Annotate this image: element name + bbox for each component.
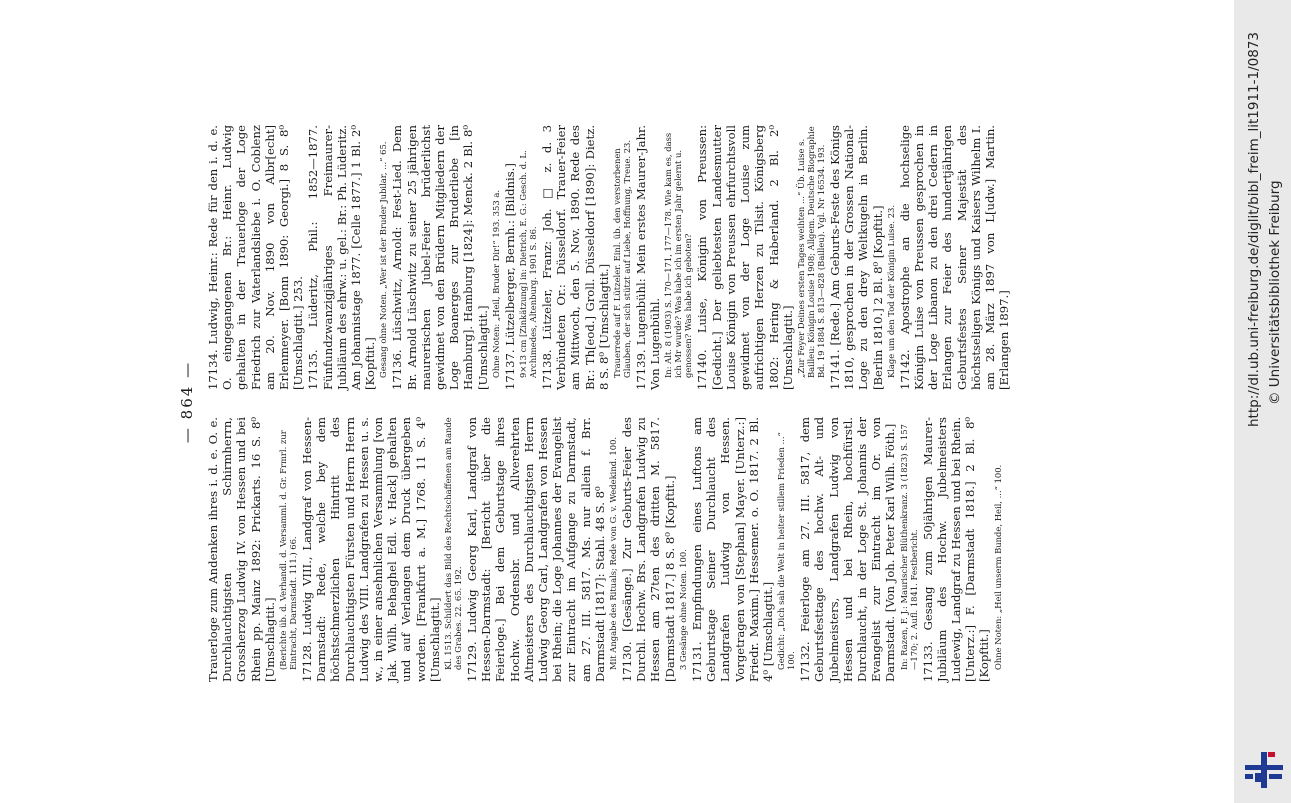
entry-text: 17138. Lützeler, Franz: Joh. □ z. d. 3 Verbündeten Or.: Düsseldorf. Trauer-Feier am Mittwoch, den 5. Nov. 1890. Rede des Br.: Th[eod.] Groll. Düsseldorf [1890]: Dietz. 8 S. 8⁰ [Umschlagtit.] [540,125,611,390]
entry-note: Mit Angabe des Rituals; Rede von G. v. Wedekind. 100. [608,436,619,670]
entry-text: 17132. Feierloge am 27. III. 5817, dem Geburtsfesttage des hochw. Alt- und Jubelmeisters, Landgrafen Ludwig von Hessen und bei Rhein, hochfürstl. Durchlaucht, in der Loge St. Johannis der Evangelist zur Eintracht im Or. von Darmstadt. [Von Joh. Peter Karl Wilh. Föth.] [798,417,898,682]
entry-17133 [921,417,992,682]
entry-17140 [695,125,794,390]
entry-text: 17141. [Rede.] Am Geburts-Feste des Königs 1810, gesprochen in der Grossen National-Loge zu den drey Weltkugeln in Berlin. [Berlin 1810.] 2 Bl. 8⁰ [Kopftit.] [827,125,885,390]
entry-17132 [798,417,897,682]
page-rotated [178,122,1178,682]
entry-note: In: Alt. 8 (1903) S. 170—171, 177—178. Wie kam es, dass ich Mr wurde? Was habe ich im ersten Jahr gelernt u. genossen? Was habe ich geboten? [663,132,694,378]
entry-17130 [620,417,677,682]
logo-bar-left [1255,773,1261,782]
column-right [206,125,1012,390]
entry-note: (Berichte üb. d. Verhandl. d. Versamml. d. Gr. Frmrl. zur Eintracht, Darmstadt. 111.) 66. [278,430,299,670]
entry-text: 17135. Lüderitz, Phil.: 1852—1877. Fünfundzwanzigjähriges Freimaurer-Jubiläum des ehrw.: u. gel.: Br.: Ph. Lüderitz. Am Johannistage 1877. [Celle 1877.] 1 Bl. 2⁰ [Kopftit.] [306,125,378,390]
entry-text: 17139. Lugenbühl: Mein erstes Maurer-Jahr. Von Lugenbühl. [634,125,663,390]
entry-text: 17128. Ludwig VIII., Landgraf von Hessen-Darmstadt: Rede, welche bey dem höchstschmerzlichen Hintritt des Durchlauchtigsten Fürsten und Herrn Herrn Ludwig des VIII. Landgrafen zu Hessen u. s. w., in einer ansehnlichen Versammlung [von Jak. Wilh. Behaghel Edl. v. Hack] gehalten und auf Verlangen dem Druck übergeben worden. [Frankfurt a. M.] 1768. 11 S. 4⁰ [Umschlagtit.] [300,417,442,682]
page-number: — 864 — [178,360,196,444]
entry-17142 [898,125,1012,390]
entry-note: Kl. 1513. Schildert das Bild des Rechtschaffenen am Rande des Grabes. 22. 65. 192. [443,417,464,670]
sidebar-text [1236,5,1286,785]
entry-text: 17133. Gesang zum 50jährigen Maurer-Jubiläum des Hochw. Jubelmeisters Ludewig, Landgraf zu Hessen und bei Rhein. [Unterz.:] F. [Darmstadt 1818.] 2 Bl. 8⁰ [Kopftit.] [920,416,992,682]
entry-note: Ohne Noten: „Heil, Bruder Dir!“ 193. 353 a. [490,190,501,378]
entry-17141 [828,125,885,390]
ub-freiburg-logo-icon [1242,748,1286,790]
entry-text: 17142. Apostrophe an die hochselige Königin Luise von Preussen gesprochen in der Loge Libanon zu den drei Cedern in Erlangen zur Feier des hundertjährigen Geburtsfestes Seiner Majestät des höchstseligen Königs und Kaisers Wilhelm I. am 28. März 1897 von L[udw.] Martin. [Erlangen 1897.] [897,125,1012,390]
entry-text: 17129. Ludwig Georg Karl, Landgraf von Hessen-Darmstadt: [Bericht über die Feierloge.] Bei dem Geburtstage ihres Hochw. Ordensbr. und Allverehrten Altmeisters des Durchlauchtigsten Herrn Ludwig Georg Carl, Landgrafen von Hessen bei Rhein; die Loge Johannes der Evangelist zur Eintracht im Aufgange zu Darmstadt, am 27. III. 5817. Ms. nur allein f. Brr. Darmstadt [1817]: Stahl. 48 S. 8⁰ [465,417,607,682]
entry-note: Gesang ohne Noten. „Wer ist der Bruder Jubilar, ...“ 65. [378,141,389,378]
entry-note: Ohne Noten: „Heil unserm Bunde, Heil, ...“ 100. [992,464,1003,670]
entry-note: 3 Gesänge ohne Noten. 100. [677,549,688,670]
entry-text: Trauerloge zum Andenken ihres i. d. e. O. e. Durchlauchtigsten Schirmherrn, Grossherzog Ludwig IV. von Hessen und bei Rhein pp. Mainz 1892: Prickarts. 16 S. 8⁰ [Umschlagtit.] [206,417,277,682]
column-left [206,417,1005,682]
entry-note: Klage um den Tod der Königin Luise. 23. [885,204,896,378]
entry-note: Trauerrede auf F. Lützeler. Einl. üb. den verstorbenen Glauben, der sich stützt auf Liebe, Hoffnung, Treue. 23. [612,139,633,378]
entry-17139 [634,125,662,390]
entry-note: „Zur Feyer Deines ersten Tages weihten ...“ Üb. Luise s. Bailleu: Königin Louise 1908; Allgem. Deutsche Biographie Bd. 19 1884 S. 813—828 (Bailleu). Vgl. Nr 16534. 193. [795,126,826,378]
entry-text: 17136. Lüschwitz, Arnold: Fest-Lied. Dem Br. Arnold Lüschwitz zu seiner 25 jährigen maurerischen Jubel-Feier brüderlichst gewidmet von den Brüdern Mitgliedern der Loge Boanerges zur Bruderliebe [in Hamburg]. Hamburg [1824]: Menck. 2 Bl. 8⁰ [Umschlagtit.] [390,125,490,390]
entry-text: 17134. Ludwig, Heinr.: Rede für den i. d. e. O. eingegangenen Br.: Heinr. Ludwig gehalten in der Trauerloge der Loge Friedrich zur Vaterlandsliebe i. O. Coblenz am 20. Nov. 1890 von Albr[echt] Erlenmeyer. [Bonn 1890: Georgi.] 8 S. 8⁰ [Umschlagtit.] 253. [206,125,306,390]
entry-continuation [206,417,277,682]
logo-bar-small [1245,774,1253,779]
entry-text: 17140. Luise, Königin von Preussen: [Gedicht.] Der geliebtesten Landesmutter Louise Königin von Preussen ehrfurchtsvoll gewidmet von der Loge Louise zum aufrichtigen Herzen zu Tilsit. Königsberg 1802: Hering & Haberland. 2 Bl. 2⁰ [Umschlagtit.] [695,125,795,390]
entry-17138 [540,125,611,390]
permalink-url[interactable]: http://dl.ub.uni-freiburg.de/diglit/bibl_freim_lit1911-1/0873 [1246,31,1262,427]
copyright-notice: © Universitätsbibliothek Freiburg [1267,180,1283,405]
entry-17131 [690,417,775,682]
entry-17128 [300,417,442,682]
entry-17129 [465,417,607,682]
logo-accent-red [1268,752,1275,757]
entry-note: Gedicht: „Dich sah die Welt in heiter stillem Frieden ...“ 100. [776,432,797,670]
entry-text: 17131. Empfindungen eines Luftons am Geburtstage Seiner Durchlaucht des Landgrafen Ludwig von Hessen. Vorgetragen von [Stephan] Mayer. [Unterz.:] Friedr. Maxim.] Hessemer. o. O. 1817. 2 Bl. 4⁰ [Umschlagtit.] [689,417,775,682]
logo-bar-vertical [1261,752,1267,788]
entry-note: In: Razen, F. J.: Maurischer Blüthenkranz. 3 (1823) S. 157—170; 2. Aufl. 1841. Festbericht. [898,424,919,670]
entry-17135 [306,125,377,390]
entry-note: 9×13 cm [Zinkätzung] in: Dietrich, E. G.: Gesch. d. L. Archimedes, Altenburg. 1901 S. 86. [518,150,539,378]
entry-17134 [206,125,305,390]
entry-17136 [390,125,489,390]
entry-17137 [503,125,517,390]
entry-text: 17130. [Gesänge.] Zur Geburts-Feier des Durchl. Hochw. Brs. Landgrafen Ludwig zu Hessen am 27ten des dritten M. 5817. [Darmstadt 1817.] 8 S. 8⁰ [Kopftit.] [620,417,677,682]
entry-text: 17137. Lützelberger, Bernh.: [Bildnis.] [502,163,517,390]
logo-bar-right [1269,774,1282,779]
